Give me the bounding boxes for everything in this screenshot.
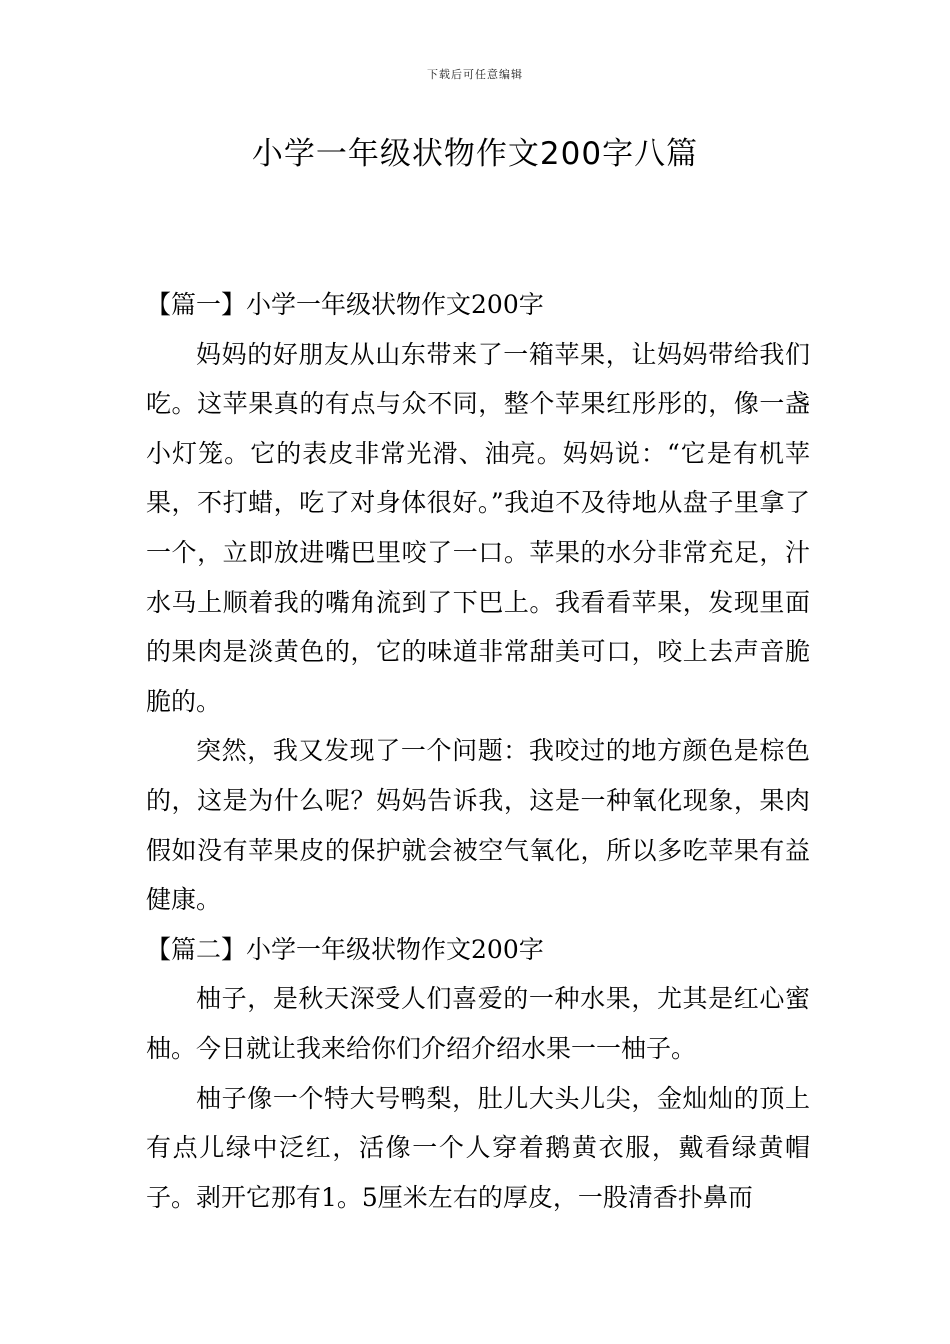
paragraph: 突然，我又发现了一个问题：我咬过的地方颜色是棕色的，这是为什么呢？妈妈告诉我，这是一种氧化现象，果肉假如没有苹果皮的保护就会被空气氧化，所以多吃苹果有益健康。 bbox=[146, 736, 810, 915]
paragraph: 柚子像一个特大号鸭梨，肚儿大头儿尖，金灿灿的顶上有点儿绿中泛红，活像一个人穿着鹅黄衣服，戴看绿黄帽子。剥开它那有1。5厘米左右的厚皮，一股清香扑鼻而 bbox=[146, 1083, 810, 1212]
paragraph: 柚子，是秋天深受人们喜爱的一种水果，尤其是红心蜜柚。今日就让我来给你们介绍介绍水果一一柚子。 bbox=[146, 984, 810, 1063]
section-2 bbox=[146, 925, 810, 1223]
document-title: 小学一年级状物作文200字八篇 bbox=[251, 136, 699, 172]
paragraph: 妈妈的好朋友从山东带来了一箱苹果，让妈妈带给我们吃。这苹果真的有点与众不同，整个苹果红彤彤的，像一盏小灯笼。它的表皮非常光滑、油亮。妈妈说：“它是有机苹果，不打蜡，吃了对身体很好。”我迫不及待地从盘子里拿了一个，立即放进嘴巴里咬了一口。苹果的水分非常充足，汁水马上顺着我的嘴角流到了下巴上。我看看苹果，发现里面的果肉是淡黄色的，它的味道非常甜美可口，咬上去声音脆脆的。 bbox=[146, 339, 810, 716]
section-1 bbox=[146, 280, 810, 925]
header-note: 下载后可任意编辑 bbox=[427, 68, 523, 81]
section-heading: 【篇二】小学一年级状物作文200字 bbox=[146, 934, 544, 964]
section-heading: 【篇一】小学一年级状物作文200字 bbox=[146, 290, 544, 319]
document-body bbox=[146, 280, 810, 1222]
